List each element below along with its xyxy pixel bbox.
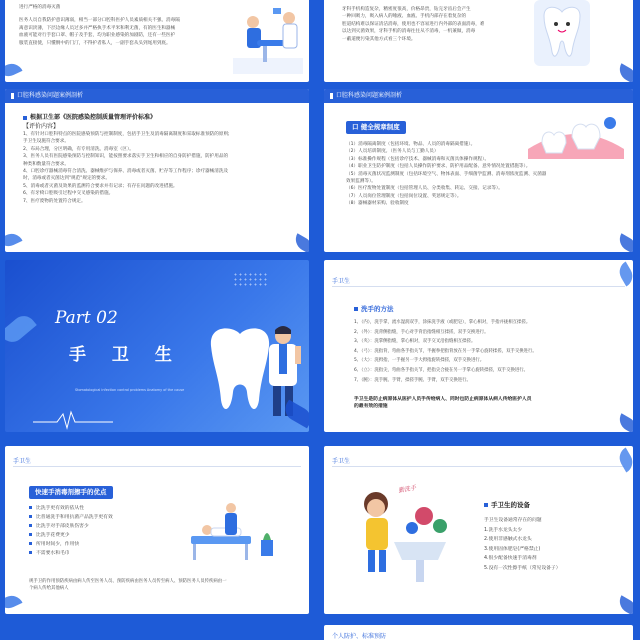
list-item: 4、口腔诊疗器械消毒符合清洗、器械维护与保养、消毒或者灭菌、贮存等工作程序；诊疗器械清洗及 xyxy=(23,169,229,175)
list-item: 2、布局合理，分区明确，有专用清洗、消毒室（区）。 xyxy=(23,146,134,152)
section-heading xyxy=(484,500,530,509)
slide1-line: 服装直接使，只懂倒中的门汀，不得护者私人，一副手套从头到尾用到底。 xyxy=(19,40,171,46)
header-divider xyxy=(13,466,301,467)
slide8-body xyxy=(484,516,561,574)
dentist-chair-icon xyxy=(233,0,303,74)
note-line: 个病人传给其他病人 xyxy=(29,586,69,592)
slide-thumbnail-8[interactable] xyxy=(324,446,633,614)
leaf-icon xyxy=(5,592,23,612)
hospital-bed-illustration xyxy=(181,500,281,564)
slide3-subheading: 【评价内容】 xyxy=(23,123,60,130)
list-item: 时，消毒或者灭菌达到"规范"规定的要求。 xyxy=(23,176,110,182)
slide3-body xyxy=(23,113,230,205)
slide3-heading-text: 根据卫生部《医院感染控制质量管理评价标准》 xyxy=(30,114,157,121)
list-item: 5、（大）：洗拇指，一手握另一手大拇指旋转揉搓，双手交换进行。 xyxy=(354,358,485,364)
list-item: （5）消毒灭菌状况监测制度（包括环境空气、物体表面、手细菌学监测、消毒剂浓度监测、灭菌器 xyxy=(346,171,547,177)
section-pill: 口 健全规章制度 xyxy=(346,121,406,134)
list-item: 2.使用非感触式水龙头 xyxy=(484,537,532,543)
bullet-icon xyxy=(29,515,32,518)
list-item: 比洗手对手部皮肤伤害少 xyxy=(29,522,113,531)
slide1-line: 医务人员自我防护意识薄弱，相当一部分口腔科医护人员素质相关不强、消毒隔 xyxy=(19,18,180,24)
teeth-illustration xyxy=(528,109,624,159)
list-item: （8）器械器材采购、验收制度 xyxy=(346,201,409,207)
square-bullet-icon xyxy=(23,116,27,120)
dot-pattern xyxy=(233,272,269,288)
slide2-line: 一种回吸力，吸入病人的唾液、血液。手机内部存在着复杂的 xyxy=(342,14,467,20)
section-title: 手 卫 生 xyxy=(69,345,182,365)
list-item: 5、消毒或者灭菌及效果的监测符合要求并有记录；有存在问题的改进措施。 xyxy=(23,183,178,189)
list-item: （1）消毒隔离制度（包括环境、物品、人员的消毒隔离措施）。 xyxy=(346,142,476,147)
slide3-heading xyxy=(23,113,230,122)
slide-header-text: 手卫生 xyxy=(332,458,351,465)
slide2-line: 腔道结构难以保证清洁消毒，使用也不容易进行内外部的表面消毒，难 xyxy=(342,21,485,27)
list-item: 不需要水和毛巾 xyxy=(29,549,113,558)
list-item: （3）标准操作规程（包括诊疗技术、器械消毒和灭菌具体操作规程）。 xyxy=(346,156,490,162)
leaf-icon xyxy=(615,63,633,82)
intro-line: 手卫生设备通常存在的问题 xyxy=(484,518,542,523)
slide-header-text: 手卫生 xyxy=(332,278,351,285)
bullet-icon xyxy=(29,524,32,527)
footer-line: 手卫生是防止病原体从医护人员手传给病人、同时也防止病原体从病人传给医护人员 xyxy=(354,397,532,402)
leaf-icon xyxy=(5,311,37,347)
slide2-body xyxy=(342,6,484,43)
list-item: 1.洗手水龙头太少 xyxy=(484,527,523,533)
section-pill: 快速手消毒剂擦手的优点 xyxy=(29,486,113,499)
section-heading xyxy=(354,304,394,313)
bullet-icon xyxy=(29,506,32,509)
square-bullet-icon xyxy=(354,307,358,311)
tooth-icon xyxy=(534,0,590,66)
slide-thumbnail-9[interactable] xyxy=(324,625,633,640)
list-item: 比洗手更有效的依从性 xyxy=(29,504,113,513)
slide2-line: 牙科手机构造复杂，精密度很高，价格昂贵，钻完牙齿后会产生 xyxy=(342,7,471,12)
leaf-icon xyxy=(615,233,633,252)
slide6-footer xyxy=(354,396,532,411)
leaf-icon xyxy=(615,261,633,286)
bullet-icon xyxy=(29,542,32,545)
list-item: 种类和数量符合要求。 xyxy=(23,161,69,167)
bullet-icon xyxy=(29,533,32,536)
slide-thumbnail-2[interactable] xyxy=(324,0,633,82)
list-item: 7、（腕）：洗手腕、手臂，揉搓手腕、手臂，双手交换进行。 xyxy=(354,377,471,383)
list-item: （4）职业卫生防护制度（包括人员操作防护要求、防护用品配备、意外情况处置措施等）。 xyxy=(346,164,531,170)
section-heading-text: 手卫生的设备 xyxy=(491,501,530,509)
leaf-icon xyxy=(615,413,633,432)
list-item: 3.使用固体肥皂(严格禁止) xyxy=(484,546,541,552)
list-item: 4、（弓）：洗指背，弯曲各手指关节，半握拳把指背放在另一手掌心旋转揉搓，双手交换进行。 xyxy=(354,348,537,354)
slide1-line: 离意识淡薄，下层边缘人员过多并严格执手术平米和利无菌，有的医生和器械 xyxy=(19,25,176,31)
list-item: 比普通洗手和用抗菌产品洗手更有效 xyxy=(29,513,113,522)
slide-header: 口腔科感染问题案例剖析 xyxy=(5,89,309,103)
list-item: 6、（立）：洗指尖，弯曲各手指关节，把指尖合拢在另一手掌心旋转揉搓，双手交换进行。 xyxy=(354,367,529,373)
list-item: 6、有牙椅口腔吸引过程中交叉感染的措施。 xyxy=(23,191,114,197)
slide-thumbnail-1[interactable] xyxy=(5,0,309,82)
list-item: 所用时间少，作用快 xyxy=(29,540,113,549)
slide-header-text: 手卫生 xyxy=(13,458,32,465)
list-item: 手卫生设施符合要求。 xyxy=(23,139,69,145)
list-item: 比洗手花费更少 xyxy=(29,531,113,540)
leaf-icon xyxy=(291,233,309,252)
slide-thumbnail-3[interactable] xyxy=(5,89,309,252)
list-item: 3、医务人员有医院感染预防与控制知识，能按照要求落实手卫生和相应的自身防护措施，防护用品的 xyxy=(23,154,229,160)
slide2-line: 以达到灭菌效果，牙科手机的消毒往往从不消毒，一机兼做，消毒 xyxy=(342,29,476,35)
list-item: （2）人员培训制度。（医务人员与工勤人员） xyxy=(346,149,439,155)
slide2-line: 一蔽道便污染其他方式看三个环境。 xyxy=(342,36,416,42)
list-item: 1、有针对口腔科特点的医院感染预防与控制制度，包括手卫生及消毒隔离制度和采取标准预防的原则; xyxy=(23,132,230,137)
slide7-note xyxy=(29,578,227,593)
note-line: 规手卫的作用预防疾病由病人传至医务人员、预防疾病由医务人员传至病人、预防医务人员传疾病由一 xyxy=(29,579,227,584)
list-item: 4.很少配备快速手消毒剂 xyxy=(484,556,537,562)
leaf-icon xyxy=(615,595,633,614)
slide-thumbnail-6[interactable] xyxy=(324,260,633,432)
slide-thumbnail-5[interactable] xyxy=(5,260,309,432)
part-label: Part 02 xyxy=(55,308,118,328)
list-item: 2、（外）：洗背侧指缝，手心对手背沿指缝相互揉搓，双手交换进行。 xyxy=(354,329,489,335)
list-item: 效果监测等）。 xyxy=(346,179,376,185)
bullet-icon xyxy=(29,551,32,554)
slide6-body xyxy=(354,318,537,385)
sign-label: 勤洗手 xyxy=(397,484,417,495)
slide4-body xyxy=(346,141,546,208)
slide7-body xyxy=(29,504,113,558)
list-item: 5.没有一次性擦手纸（常见设备子） xyxy=(484,565,561,571)
list-item: 1、（内），洗手掌，流水湿润双手，涂抹洗手液（或肥皂），掌心相对，手指并拢相互揉搓。 xyxy=(354,320,531,325)
slide1-line: 血液可能对行手套口罩、帽子及手套，均为职业感染的加剧防，还有一些医护 xyxy=(19,33,176,39)
slide-thumbnail-7[interactable] xyxy=(5,446,309,614)
square-bullet-icon xyxy=(484,503,488,507)
slide1-line: 进行严格的消毒灭菌 xyxy=(19,5,61,10)
leaf-icon xyxy=(615,447,633,472)
slide-thumbnail-4[interactable] xyxy=(324,89,633,252)
ekg-line-icon xyxy=(33,410,113,430)
list-item: （6）医疗废物处置制度（包括管理人员、分类收集、转运、交接、记录等）。 xyxy=(346,186,503,192)
footer-line: 的最有效的措施 xyxy=(354,404,388,410)
leaf-icon xyxy=(5,230,23,250)
list-item: 7、医疗废物的处置符合规定。 xyxy=(23,198,86,204)
list-item: 3、（夹）：洗掌侧指缝，掌心相对，双手交叉沿指缝相互揉搓。 xyxy=(354,339,476,345)
section-heading-text: 洗手的方法 xyxy=(361,305,394,313)
list-item: （7）人员岗位管理制度（包括岗位设置、奖惩规定等）。 xyxy=(346,193,462,199)
leaf-icon xyxy=(5,60,23,80)
header-divider xyxy=(332,286,625,287)
header-divider xyxy=(332,466,625,467)
section-subtitle: Stomatological infection control problems Anatomy of the cause xyxy=(75,388,185,392)
slide1-body xyxy=(19,4,180,47)
hand-wash-icon xyxy=(350,482,460,592)
slide-header: 口腔科感染问题案例剖析 xyxy=(324,89,633,103)
slide-header-text: 个人防护、标准预防 xyxy=(332,633,387,640)
